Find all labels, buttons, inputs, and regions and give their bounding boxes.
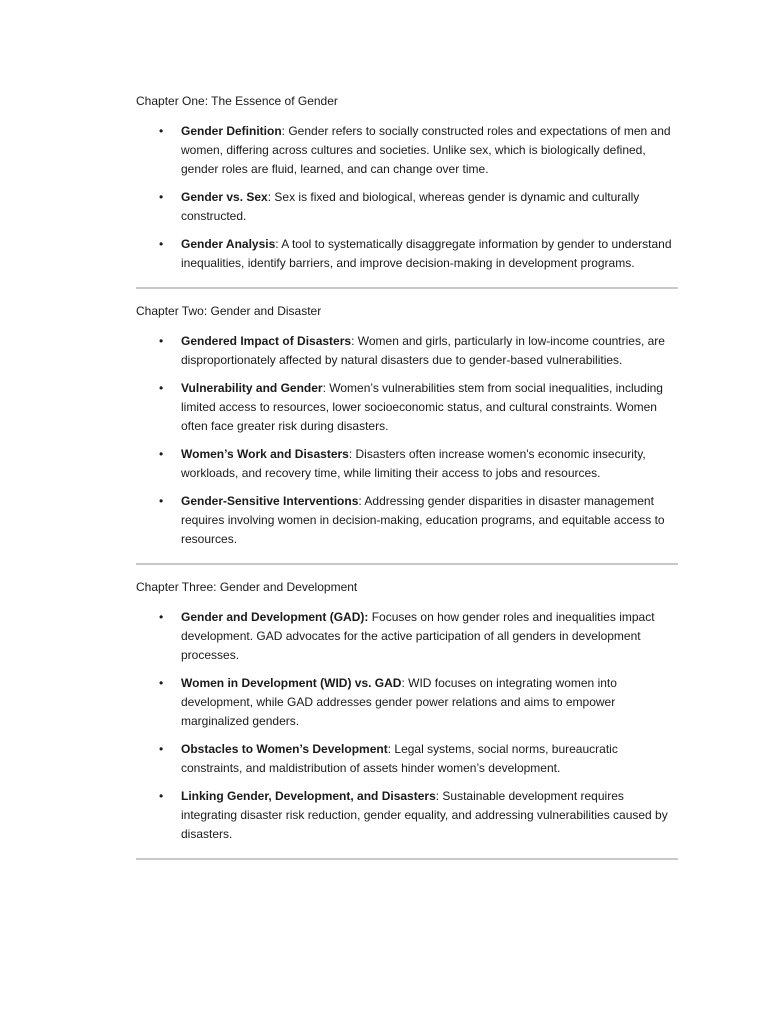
chapter-two	[136, 303, 678, 549]
item-term: Women’s Work and Disasters	[181, 447, 349, 461]
chapter-three	[136, 579, 678, 844]
item-term: Linking Gender, Development, and Disasters	[181, 789, 436, 803]
item-separator: :	[401, 676, 409, 690]
chapter-title: Chapter One: The Essence of Gender	[136, 94, 338, 108]
item-separator: :	[322, 381, 330, 395]
bullet-icon: •	[159, 789, 164, 803]
list-item	[136, 787, 678, 844]
list-item	[136, 674, 678, 731]
item-text: Legal systems, social norms, bureaucratic constraints, and maldistribution of assets hinder women’s development.	[181, 742, 618, 775]
bullet-icon: •	[159, 237, 164, 251]
list-item	[136, 332, 678, 370]
divider	[136, 563, 678, 565]
item-term: Gender Definition	[181, 124, 282, 138]
bullet-icon: •	[159, 494, 164, 508]
item-separator: :	[358, 494, 365, 508]
bullet-icon: •	[159, 610, 164, 624]
item-separator: :	[387, 742, 395, 756]
list-item	[136, 445, 678, 483]
item-term: Obstacles to Women’s Development	[181, 742, 388, 756]
chapter-list	[136, 122, 678, 273]
list-item	[136, 188, 678, 226]
bullet-icon: •	[159, 381, 164, 395]
bullet-icon: •	[159, 447, 164, 461]
list-item	[136, 379, 678, 436]
divider	[136, 858, 678, 860]
item-separator: :	[267, 190, 275, 204]
list-item	[136, 122, 678, 179]
chapter-title: Chapter Two: Gender and Disaster	[136, 304, 322, 318]
item-separator: :	[275, 237, 282, 251]
item-text: Women’s vulnerabilities stem from social inequalities, including limited access to resources, lower socioeconomic status, and cultural constraints. Women often face greater risk during disasters.	[181, 381, 663, 433]
chapter-list	[136, 332, 678, 549]
item-text: Focuses on how gender roles and inequalities impact development. GAD advocates for the active participation of all genders in development processes.	[181, 610, 655, 662]
item-term: Gendered Impact of Disasters	[181, 334, 352, 348]
chapter-list	[136, 608, 678, 844]
item-text: Sex is fixed and biological, whereas gender is dynamic and culturally constructed.	[181, 190, 640, 223]
item-text: Disasters often increase women's economic insecurity, workloads, and recovery time, while limiting their access to jobs and resources.	[181, 447, 646, 480]
item-term: Vulnerability and Gender	[181, 381, 323, 395]
item-separator: :	[351, 334, 358, 348]
item-separator: :	[348, 447, 356, 461]
divider	[136, 287, 678, 289]
item-term: Gender and Development (GAD):	[181, 610, 369, 624]
item-text: A tool to systematically disaggregate information by gender to understand inequalities, identify barriers, and improve decision-making in development programs.	[181, 237, 672, 270]
list-item	[136, 235, 678, 273]
bullet-icon: •	[159, 676, 164, 690]
chapter-title: Chapter Three: Gender and Development	[136, 580, 358, 594]
bullet-icon: •	[159, 334, 164, 348]
item-term: Gender Analysis	[181, 237, 276, 251]
item-separator: :	[435, 789, 443, 803]
document-page	[136, 93, 678, 874]
bullet-icon: •	[159, 124, 164, 138]
list-item	[136, 492, 678, 549]
list-item	[136, 740, 678, 778]
list-item	[136, 608, 678, 665]
item-text: Sustainable development requires integrating disaster risk reduction, gender equality, and addressing vulnerabilities caused by disasters.	[181, 789, 668, 841]
item-term: Gender-Sensitive Interventions	[181, 494, 359, 508]
item-separator: :	[281, 124, 289, 138]
bullet-icon: •	[159, 190, 164, 204]
item-term: Gender vs. Sex	[181, 190, 268, 204]
item-text: Gender refers to socially constructed roles and expectations of men and women, differing across cultures and societies. Unlike sex, which is biologically defined, gender roles are fluid, learned, and can change over time.	[181, 124, 671, 176]
item-text: WID focuses on integrating women into development, while GAD addresses gender power relations and aims to empower marginalized genders.	[181, 676, 617, 728]
chapter-one	[136, 93, 678, 273]
item-text: Addressing gender disparities in disaster management requires involving women in decision-making, education programs, and equitable access to resources.	[181, 494, 665, 546]
bullet-icon: •	[159, 742, 164, 756]
item-term: Women in Development (WID) vs. GAD	[181, 676, 402, 690]
item-text: Women and girls, particularly in low-income countries, are disproportionately affected by natural disasters due to gender-based vulnerabilities.	[181, 334, 665, 367]
